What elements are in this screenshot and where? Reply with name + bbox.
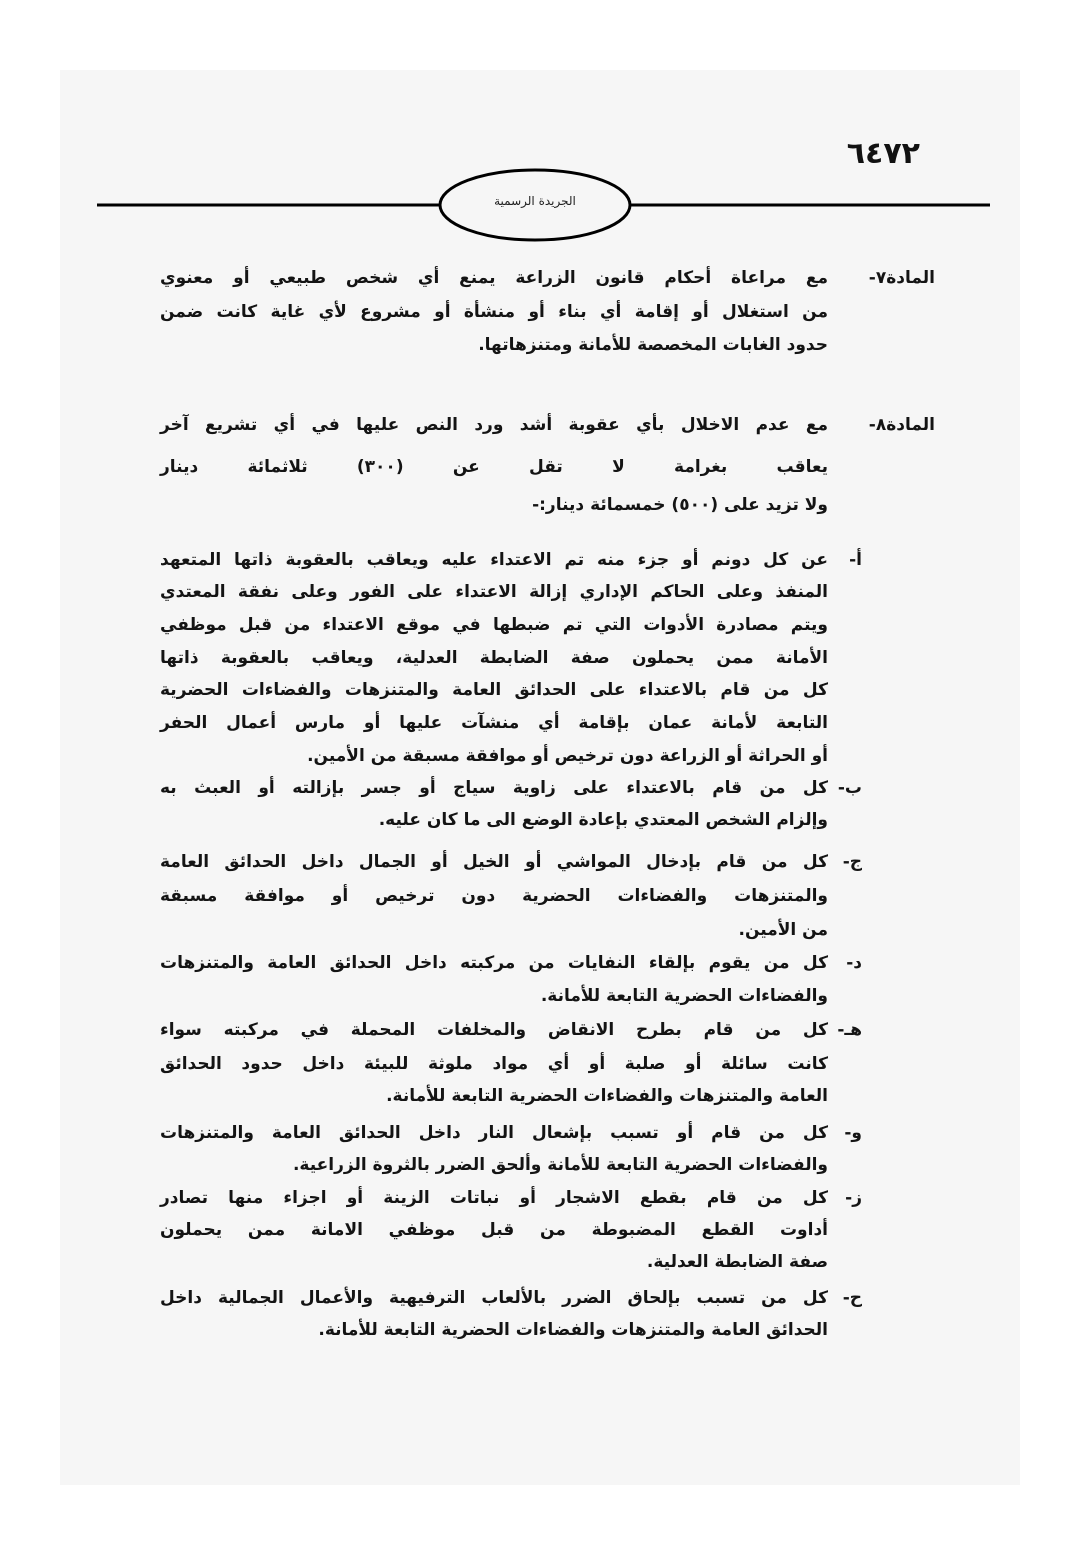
page-number: ٦٤٧٢ [846, 136, 920, 171]
clause-text-line: العامة والمتنزهات والفضاءات الحضرية التابعة للأمانة. [386, 1086, 828, 1106]
article-text-line: مع عدم الاخلال بأي عقوبة أشد ورد النص عليها في أي تشريع آخر [160, 415, 828, 435]
clause-label: ح- [842, 1288, 862, 1308]
clause-label: ز- [845, 1188, 862, 1208]
clause-text-line: أو الحراثة أو الزراعة دون ترخيص أو موافقة مسبقة من الأمين. [307, 746, 828, 766]
article-text-line: مع مراعاة أحكام قانون الزراعة يمنع أي شخص طبيعي أو معنوي [160, 268, 828, 288]
clause-text-line: والمتنزهات والفضاءات الحضرية دون ترخيص أو موافقة مسبقة [160, 886, 828, 906]
article-text-line: يعاقب بغرامة لا تقل عن (٣٠٠) ثلاثمائة دينار [160, 457, 828, 477]
clause-text-line: ويتم مصادرة الأدوات التي تم ضبطها في موقع الاعتداء من قبل موظفي [160, 615, 828, 635]
clause-text-line: المنفذ وعلى الحاكم الإداري إزالة الاعتداء على الفور وعلى نفقة المعتدي [160, 582, 828, 602]
article-label: المادة٨- [868, 415, 935, 435]
clause-text-line: كل من يقوم بإلقاء النفايات من مركبته داخل الحدائق العامة والمتنزهات [160, 953, 828, 973]
clause-label: ب- [837, 778, 862, 798]
article-text-line: حدود الغابات المخصصة للأمانة ومتنزهاتها. [478, 335, 828, 355]
clause-text-line: الأمانة ممن يحملون صفة الضابطة العدلية، ويعاقب بالعقوبة ذاتها [160, 648, 828, 668]
clause-text-line: من الأمين. [738, 920, 828, 940]
gazette-header-rule [0, 0, 1080, 260]
clause-label: د- [846, 953, 862, 973]
clause-label: و- [844, 1123, 862, 1143]
clause-label: هـ- [837, 1020, 862, 1040]
clause-text-line: كانت سائلة أو صلبة أو أي مواد ملوثة للبيئة داخل حدود الحدائق [160, 1054, 828, 1074]
article-label: المادة٧- [868, 268, 935, 288]
publication-name: الجريدة الرسمية [494, 194, 576, 208]
clause-text-line: كل من قام بطرح الانقاض والمخلفات المحملة في مركبته سواء [160, 1020, 828, 1040]
clause-label: ج- [842, 852, 862, 872]
article-text-line: ولا تزيد على (٥٠٠) خمسمائة دينار:- [532, 495, 828, 515]
clause-text-line: والفضاءات الحضرية التابعة للأمانة وألحق الضرر بالثروة الزراعية. [292, 1155, 828, 1175]
clause-text-line: عن كل دونم أو جزء منه تم الاعتداء عليه ويعاقب بالعقوبة ذاتها المتعهد [160, 550, 828, 570]
clause-text-line: كل من قام بالاعتداء على الحدائق العامة والمتنزهات والفضاءات الحضرية [160, 680, 828, 700]
clause-text-line: والفضاءات الحضرية التابعة للأمانة. [540, 986, 828, 1006]
clause-text-line: التابعة لأمانة عمان بإقامة أي منشآت عليها أو مارس أعمال الحفر [160, 713, 828, 733]
article-text-line: من استغلال أو إقامة أي بناء أو منشأة أو مشروع لأي غاية كانت ضمن [160, 302, 828, 322]
clause-text-line: صفة الضابطة العدلية. [646, 1252, 828, 1272]
clause-text-line: كل من قام بالاعتداء على زاوية سياج أو جسر بإزالته أو العبث به [160, 778, 828, 798]
clause-text-line: كل من قام بقطع الاشجار أو نباتات الزينة أو اجزاء منها تصادر [160, 1188, 828, 1208]
clause-text-line: كل من قام بإدخال المواشي أو الخيل أو الجمال داخل الحدائق العامة [160, 852, 828, 872]
clause-text-line: أداوت القطع المضبوطة من قبل موظفي الامانة ممن يحملون [160, 1220, 828, 1240]
clause-label: أ- [849, 550, 862, 570]
clause-text-line: الحدائق العامة والمتنزهات والفضاءات الحضرية التابعة للأمانة. [318, 1320, 828, 1340]
clause-text-line: وإلزام الشخص المعتدي بإعادة الوضع الى ما كان عليه. [378, 810, 828, 830]
clause-text-line: كل من قام أو تسبب بإشعال النار داخل الحدائق العامة والمتنزهات [160, 1123, 828, 1143]
clause-text-line: كل من تسبب بإلحاق الضرر بالألعاب الترفيهية والأعمال الجمالية داخل [160, 1288, 828, 1308]
